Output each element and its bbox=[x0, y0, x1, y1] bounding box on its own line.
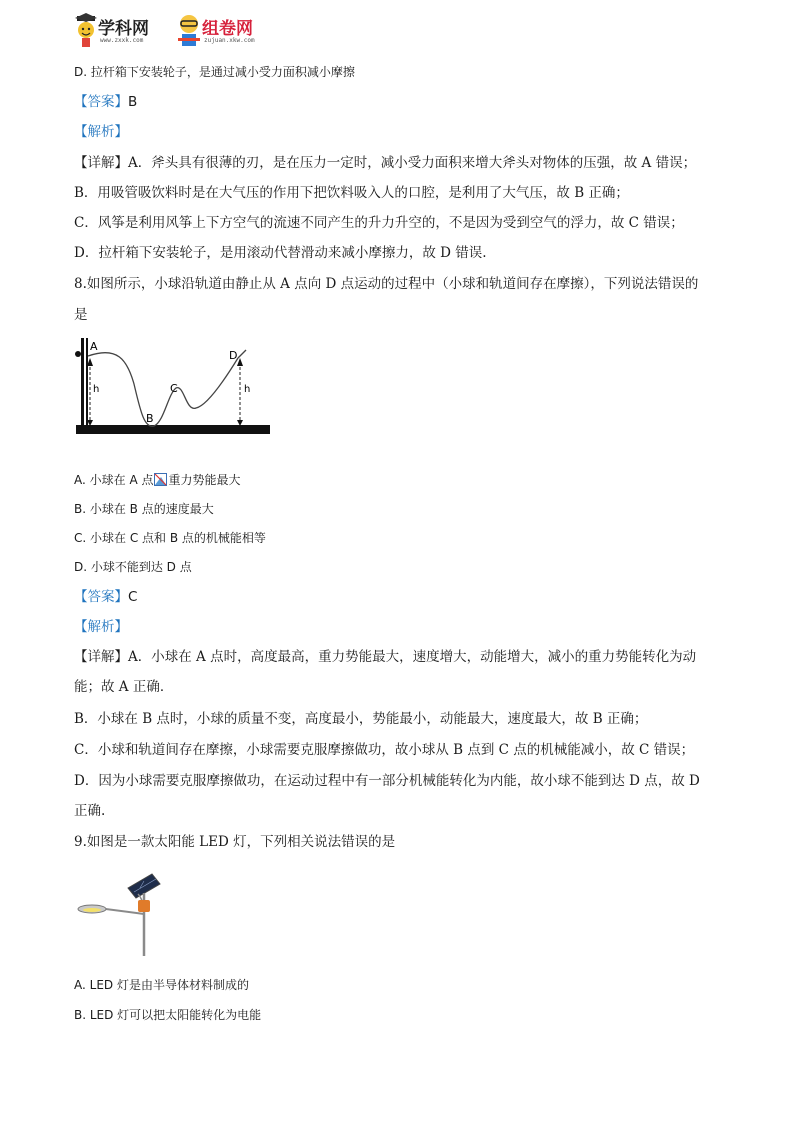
q9-option-a: A. LED 灯是由半导体材料制成的 bbox=[74, 978, 249, 992]
left-pole-inner bbox=[86, 338, 88, 426]
q7-detail-a bbox=[74, 153, 734, 173]
answer-tag: 【答案】 bbox=[74, 94, 128, 110]
graduate-cap-icon bbox=[74, 12, 98, 48]
label-h-right: h bbox=[244, 384, 251, 395]
zujuan-logo-text: 组卷网 bbox=[202, 19, 253, 39]
q8-detail-b: B．小球在 B 点时，小球的质量不变，高度最小，势能最小，动能最大，速度最大，故 B 正确； bbox=[74, 711, 648, 727]
detail-text: A．斧头具有很薄的刃，是在压力一定时，减小受力面积来增大斧头对物体的压强，故 A 错误； bbox=[128, 155, 697, 171]
battery-box bbox=[138, 900, 150, 912]
q7-detail-c: C．风筝是利用风筝上下方空气的流速不同产生的升力升空的，不是因为受到空气的浮力，故 C 错误； bbox=[74, 215, 684, 231]
label-a: A bbox=[90, 340, 98, 353]
broken-image-icon bbox=[154, 473, 167, 486]
label-d: D bbox=[229, 349, 238, 362]
q8-detail-a1 bbox=[74, 647, 734, 667]
q8-stem-line1: 8.如图所示，小球沿轨道由静止从 A 点向 D 点运动的过程中（小球和轨道间存在摩擦），下列说法错误的 bbox=[74, 276, 699, 292]
answer-tag: 【答案】 bbox=[74, 589, 128, 605]
q8-analysis-tag: 【解析】 bbox=[74, 619, 128, 635]
q7-analysis-tag: 【解析】 bbox=[74, 124, 128, 140]
q8-detail-d2: 正确. bbox=[74, 803, 106, 819]
zujuan-logo bbox=[176, 10, 276, 50]
q7-answer bbox=[74, 92, 734, 112]
label-b: B bbox=[146, 412, 154, 425]
label-c: C bbox=[170, 382, 178, 395]
track-end bbox=[238, 350, 246, 358]
q8-option-a bbox=[74, 470, 734, 490]
q7-detail-d: D．拉杆箱下安装轮子，是用滚动代替滑动来减小摩擦力，故 D 错误. bbox=[74, 245, 487, 261]
q8-option-c: C. 小球在 C 点和 B 点的机械能相等 bbox=[74, 531, 266, 545]
label-h-left: h bbox=[93, 384, 100, 395]
student-icon bbox=[176, 12, 202, 48]
left-pole bbox=[81, 338, 84, 426]
q8-detail-d1: D．因为小球需要克服摩擦做功，在运动过程中有一部分机械能转化为内能，故小球不能到达 D 点，故 D bbox=[74, 773, 700, 789]
answer-value: B bbox=[128, 94, 138, 110]
q8-option-b: B. 小球在 B 点的速度最大 bbox=[74, 502, 214, 516]
ball-icon bbox=[75, 351, 81, 357]
answer-value: C bbox=[128, 589, 138, 605]
zxxk-logo bbox=[74, 10, 174, 50]
detail-tag: 【详解】 bbox=[74, 649, 128, 665]
detail-text: A．小球在 A 点时，高度最高，重力势能最大，速度增大，动能增大，减小的重力势能转化为动 bbox=[128, 649, 697, 665]
detail-tag: 【详解】 bbox=[74, 155, 128, 171]
ground-base bbox=[76, 425, 270, 434]
q8-detail-c: C．小球和轨道间存在摩擦，小球需要克服摩擦做功，故小球从 B 点到 C 点的机械能减小，故 C 错误； bbox=[74, 742, 695, 758]
zujuan-logo-url: zujuan.xkw.com bbox=[204, 37, 255, 44]
option-a-text: A. 小球在 A 点 bbox=[74, 473, 154, 487]
zxxk-logo-text: 学科网 bbox=[98, 19, 149, 39]
q9-stem: 9.如图是一款太阳能 LED 灯，下列相关说法错误的是 bbox=[74, 834, 396, 850]
q9-option-b: B. LED 灯可以把太阳能转化为电能 bbox=[74, 1008, 262, 1022]
q8-option-d: D. 小球不能到达 D 点 bbox=[74, 560, 192, 574]
q8-detail-a2: 能；故 A 正确． bbox=[74, 679, 174, 695]
q7-detail-b: B．用吸管吸饮料时是在大气压的作用下把饮料吸入人的口腔，是利用了大气压，故 B 正确； bbox=[74, 185, 629, 201]
q8-answer bbox=[74, 587, 734, 607]
track-diagram bbox=[72, 334, 272, 438]
q8-stem-line2: 是 bbox=[74, 307, 88, 323]
q7-option-d: D. 拉杆箱下安装轮子，是通过减小受力面积减小摩擦 bbox=[74, 65, 355, 79]
solar-led-lamp-image bbox=[74, 868, 170, 960]
option-a-tail: 重力势能最大 bbox=[168, 473, 241, 487]
header bbox=[74, 10, 374, 50]
track-curve bbox=[88, 353, 238, 427]
zxxk-logo-url: www.zxxk.com bbox=[100, 37, 144, 44]
